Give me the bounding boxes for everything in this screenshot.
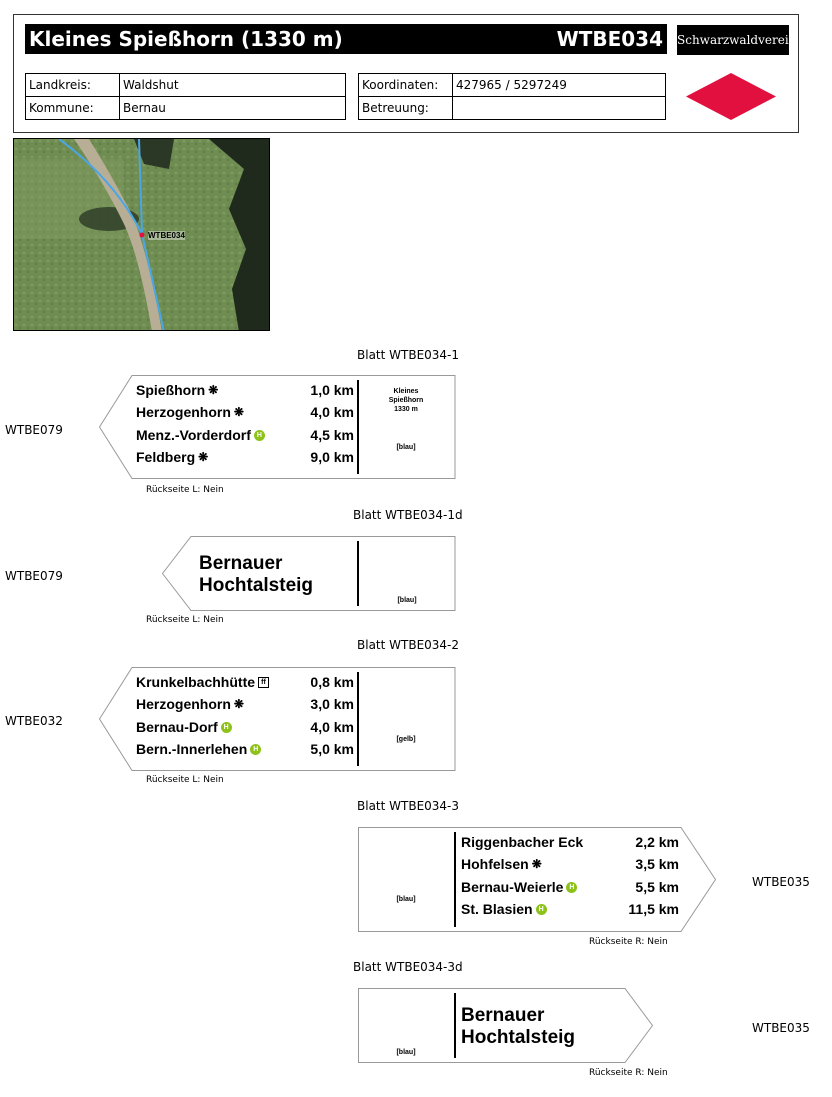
- sign-row-name: Riggenbacher Eck: [461, 834, 584, 850]
- sign-divider: [357, 380, 359, 474]
- destination-label: WTBE035: [752, 1021, 810, 1035]
- signpost-sign-3d[interactable]: [358, 988, 653, 1063]
- trail-colour: [blau]: [396, 896, 416, 903]
- koordinaten-value: 427965 / 5297249: [453, 74, 666, 97]
- trail-colour: [gelb]: [396, 736, 416, 743]
- destination-label: WTBE032: [5, 714, 63, 728]
- sign-row-name: Hohfelsen: [461, 856, 529, 872]
- sign-row-name: Bern.-Innerlehen: [136, 741, 248, 757]
- landkreis-value: Waldshut: [120, 74, 346, 97]
- bus-stop-icon: H: [250, 744, 261, 755]
- trail-colour: [blau]: [396, 1049, 416, 1056]
- sign-row: [136, 379, 354, 401]
- destination-label: WTBE079: [5, 423, 63, 437]
- station-name: [361, 387, 451, 414]
- sign-row: [136, 671, 354, 693]
- bus-stop-icon: H: [536, 904, 547, 915]
- page-title: Kleines Spießhorn (1330 m): [29, 27, 343, 51]
- location-marker-icon: [140, 233, 145, 238]
- viewpoint-icon: ❋: [208, 383, 219, 398]
- sign-row: [461, 876, 679, 898]
- sign-row-distance: 11,5 km: [628, 901, 679, 917]
- blatt-label: Blatt WTBE034-3d: [353, 960, 463, 974]
- sign-row-distance: 4,5 km: [310, 427, 354, 443]
- sign-divider: [454, 993, 456, 1058]
- trail-name-line: Bernauer: [199, 553, 283, 574]
- coordinates-table: [358, 73, 666, 120]
- sign-row: [136, 693, 354, 715]
- trail-diamond-icon: [686, 73, 776, 120]
- viewpoint-icon: ❋: [531, 857, 542, 872]
- kommune-label: Kommune:: [26, 97, 120, 120]
- sign-row: [136, 716, 354, 738]
- sign-row: [136, 738, 354, 760]
- bus-stop-icon: H: [566, 882, 577, 893]
- sign-divider: [357, 672, 359, 766]
- station-line: Spießhorn: [388, 397, 424, 404]
- sign-row-distance: 4,0 km: [310, 719, 354, 735]
- bus-stop-icon: H: [221, 722, 232, 733]
- betreuung-value: [453, 97, 666, 120]
- location-table: [25, 73, 346, 120]
- trail-colour: [blau]: [396, 444, 416, 451]
- trail-name: [199, 553, 313, 597]
- station-line: 1330 m: [394, 406, 418, 413]
- sign-row-name: St. Blasien: [461, 901, 533, 917]
- sign-divider: [357, 541, 359, 606]
- rueckseite-label: Rückseite R: Nein: [589, 1068, 668, 1078]
- trail-name-line: Hochtalsteig: [461, 1027, 576, 1048]
- bus-stop-icon: H: [254, 430, 265, 441]
- page-title-bar: [25, 24, 667, 54]
- koordinaten-label: Koordinaten:: [359, 74, 453, 97]
- viewpoint-icon: ❋: [233, 697, 244, 712]
- betreuung-label: Betreuung:: [359, 97, 453, 120]
- signpost-code: WTBE034: [556, 27, 663, 51]
- sign-row-distance: 2,2 km: [635, 834, 679, 850]
- viewpoint-icon: ❋: [233, 405, 244, 420]
- brand-logo: Schwarzwaldverein: [677, 25, 789, 55]
- sign-divider: [454, 832, 456, 927]
- map-marker-label: WTBE034: [148, 231, 185, 240]
- kommune-value: Bernau: [120, 97, 346, 120]
- sign-row-distance: 1,0 km: [310, 382, 354, 398]
- sign-row: [461, 831, 679, 853]
- signpost-sign-1d[interactable]: [162, 536, 456, 611]
- sign-row: [461, 853, 679, 875]
- sign-row-distance: 3,5 km: [635, 856, 679, 872]
- trail-name-line: Bernauer: [461, 1005, 545, 1026]
- sign-row: [136, 424, 354, 446]
- station-line: Kleines: [393, 388, 419, 395]
- sign-row: [461, 898, 679, 920]
- viewpoint-icon: ❋: [198, 450, 209, 465]
- landkreis-label: Landkreis:: [26, 74, 120, 97]
- sign-row: [136, 401, 354, 423]
- sign-row-distance: 9,0 km: [310, 449, 354, 465]
- sign-row-distance: 4,0 km: [310, 404, 354, 420]
- signpost-sign-1[interactable]: [99, 375, 456, 479]
- signpost-sign-2[interactable]: [99, 667, 456, 771]
- destination-label: WTBE035: [752, 875, 810, 889]
- blatt-label: Blatt WTBE034-1: [357, 348, 460, 362]
- trail-name-line: Hochtalsteig: [199, 575, 314, 596]
- destination-label: WTBE079: [5, 569, 63, 583]
- trail-name: [461, 1005, 575, 1049]
- sign-row-name: Spießhorn: [136, 382, 206, 398]
- sign-row-distance: 5,0 km: [310, 741, 354, 757]
- rueckseite-label: Rückseite L: Nein: [146, 485, 224, 495]
- sign-row: [136, 446, 354, 468]
- hut-icon: ff: [258, 677, 269, 688]
- blatt-label: Blatt WTBE034-1d: [353, 508, 463, 522]
- sign-row-distance: 0,8 km: [310, 674, 354, 690]
- rueckseite-label: Rückseite R: Nein: [589, 937, 668, 947]
- rueckseite-label: Rückseite L: Nein: [146, 615, 224, 625]
- blatt-label: Blatt WTBE034-2: [357, 638, 460, 652]
- sign-row-distance: 5,5 km: [635, 879, 679, 895]
- aerial-map-image: [14, 139, 270, 331]
- sign-row-distance: 3,0 km: [310, 696, 354, 712]
- sign-row-name: Krunkelbachhütte: [136, 674, 256, 690]
- signpost-sign-3[interactable]: [358, 827, 716, 932]
- sign-row-name: Herzogenhorn: [136, 696, 231, 712]
- sign-row-name: Bernau-Weierle: [461, 879, 564, 895]
- aerial-map[interactable]: [13, 138, 270, 331]
- sign-row-name: Menz.-Vorderdorf: [136, 427, 251, 443]
- trail-colour: [blau]: [397, 597, 417, 604]
- rueckseite-label: Rückseite L: Nein: [146, 775, 224, 785]
- sign-row-name: Bernau-Dorf: [136, 719, 218, 735]
- blatt-label: Blatt WTBE034-3: [357, 799, 460, 813]
- sign-row-name: Feldberg: [136, 449, 196, 465]
- sign-row-name: Herzogenhorn: [136, 404, 231, 420]
